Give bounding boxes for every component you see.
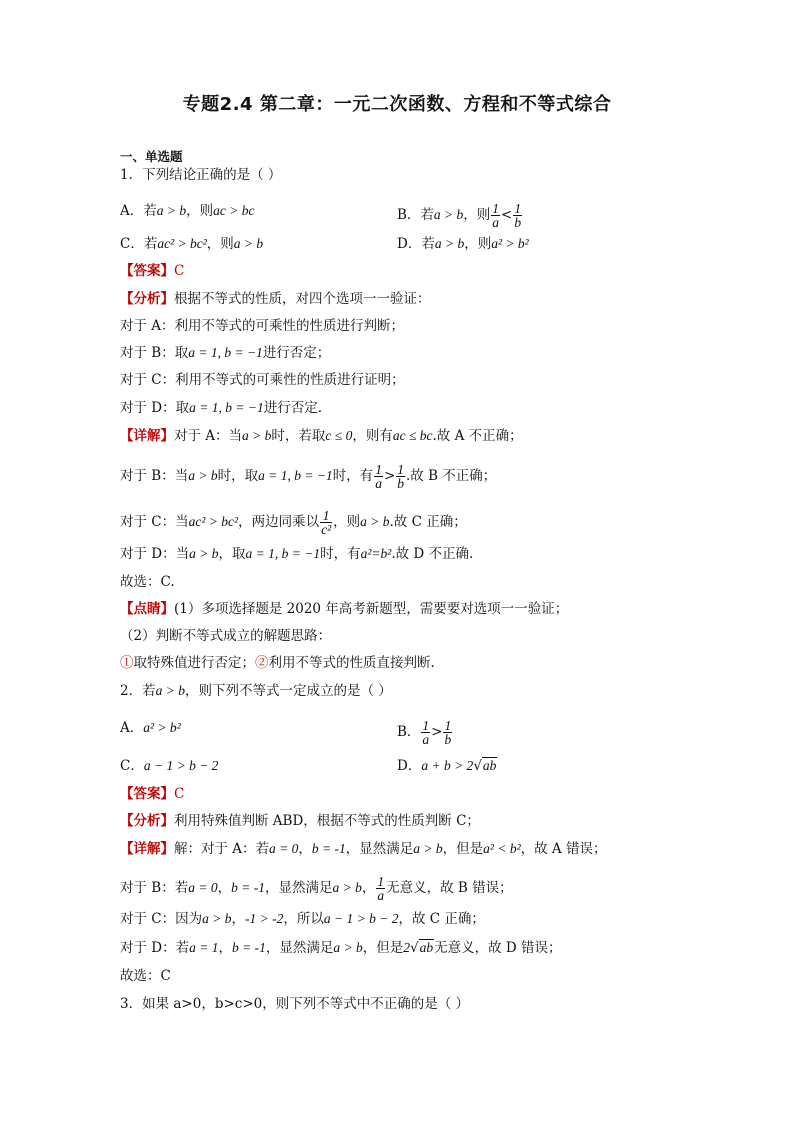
fraction: $\frac{1}{b}$ (514, 201, 522, 230)
q1-choose: 故选：C. (120, 574, 175, 590)
q1-tip: 【点睛】(1）多项选择题是 2020 年高考新题型，需要要对选项一一验证； (120, 601, 569, 617)
q1-detail-d: 对于 D：当a > b，取a = 1, b = −1时，有a²=b².故 D 不正确. (120, 546, 474, 562)
q2-choose: 故选：C (120, 968, 171, 984)
page-title: 专题2.4 第二章：一元二次函数、方程和不等式综合 (182, 94, 612, 115)
q2-option-c: C．a − 1 > b − 2 (120, 758, 219, 774)
fraction: $\frac{1}{a}$ (422, 718, 430, 747)
sqrt-symbol: √ (409, 940, 419, 956)
sqrt-symbol: √ (473, 758, 482, 774)
q2-detail-a: 【详解】解：对于 A：若a = 0，b = -1，显然满足a > b，但是a² < b²，故 A 错误； (120, 841, 607, 857)
q2-analysis: 【分析】利用特殊值判断 ABD，根据不等式的性质判断 C； (120, 813, 480, 829)
q2-detail-b: 对于 B：若a = 0，b = -1，显然满足a > b， $\frac{1}{a}$ 无意义，故 B 错误； (120, 874, 513, 903)
q1-analysis-line-d: 对于 D：取a = 1, b = −1进行否定. (120, 400, 323, 416)
q1-stem: 1．下列结论正确的是（ ） (120, 167, 282, 183)
q1-option-b: B．若a > b，则 $\frac{1}{a}$ < $\frac{1}{b}$ (397, 201, 522, 230)
q1-analysis-line-a: 对于 A：利用不等式的可乘性的性质进行判断； (120, 318, 405, 334)
fraction: $\frac{1}{a}$ (492, 201, 500, 230)
fraction: $\frac{1}{b}$ (397, 462, 404, 491)
q1-detail-b: 对于 B：当a > b时，取a = 1, b = −1时，有 $\frac{1}{a}$ > $\frac{1}{b}$ .故 B 不正确； (120, 462, 497, 491)
q1-tip-line-3: ①取特殊值进行否定；②利用不等式的性质直接判断. (120, 655, 435, 671)
q1-option-c: C．若ac² > bc²，则a > b (120, 236, 264, 252)
q1-answer: 【答案】C (120, 263, 185, 279)
q2-option-d: D．a + b > 2√ab (397, 758, 497, 774)
q2-option-b: B． $\frac{1}{a}$ > $\frac{1}{b}$ (397, 718, 452, 747)
q1-tip-line-2: （2）判断不等式成立的解题思路： (120, 628, 332, 644)
q3-stem: 3．如果 a>0，b>c>0，则下列不等式中不正确的是（ ） (120, 996, 470, 1012)
fraction: $\frac{1}{b}$ (444, 718, 452, 747)
q2-stem: 2．若a > b，则下列不等式一定成立的是（ ） (120, 683, 392, 699)
q2-answer: 【答案】C (120, 786, 185, 802)
fraction: $\frac{1}{a}$ (375, 462, 382, 491)
q1-detail-a: 【详解】对于 A：当a > b时，若取c ≤ 0，则有ac ≤ bc.故 A 不正确； (120, 428, 523, 444)
fraction: $\frac{1}{a}$ (377, 874, 385, 903)
q2-detail-d: 对于 D：若a = 1，b = -1，显然满足a > b，但是2√ab无意义，故 D 错误； (120, 940, 562, 956)
q2-detail-c: 对于 C：因为a > b，-1 > -2，所以a − 1 > b − 2，故 C 正确； (120, 911, 485, 927)
section-heading: 一、单选题 (120, 149, 183, 164)
q1-option-d: D．若a > b，则a² > b² (397, 236, 529, 252)
fraction: $\frac{1}{\text{c²}}$ (321, 508, 332, 537)
q1-analysis-line-c: 对于 C：利用不等式的可乘性的性质进行证明； (120, 372, 405, 388)
q1-analysis: 【分析】根据不等式的性质，对四个选项一一验证： (120, 291, 431, 307)
q2-option-a: A．a² > b² (120, 720, 181, 736)
q1-analysis-line-b: 对于 B：取a = 1, b = −1进行否定； (120, 345, 331, 361)
q1-option-a: A．若a > b，则ac > bc (120, 203, 255, 219)
q1-detail-c: 对于 C：当ac² > bc²，两边同乘以 $\frac{1}{\text{c²}}$ ，则a > b.故 C 正确； (120, 508, 467, 537)
